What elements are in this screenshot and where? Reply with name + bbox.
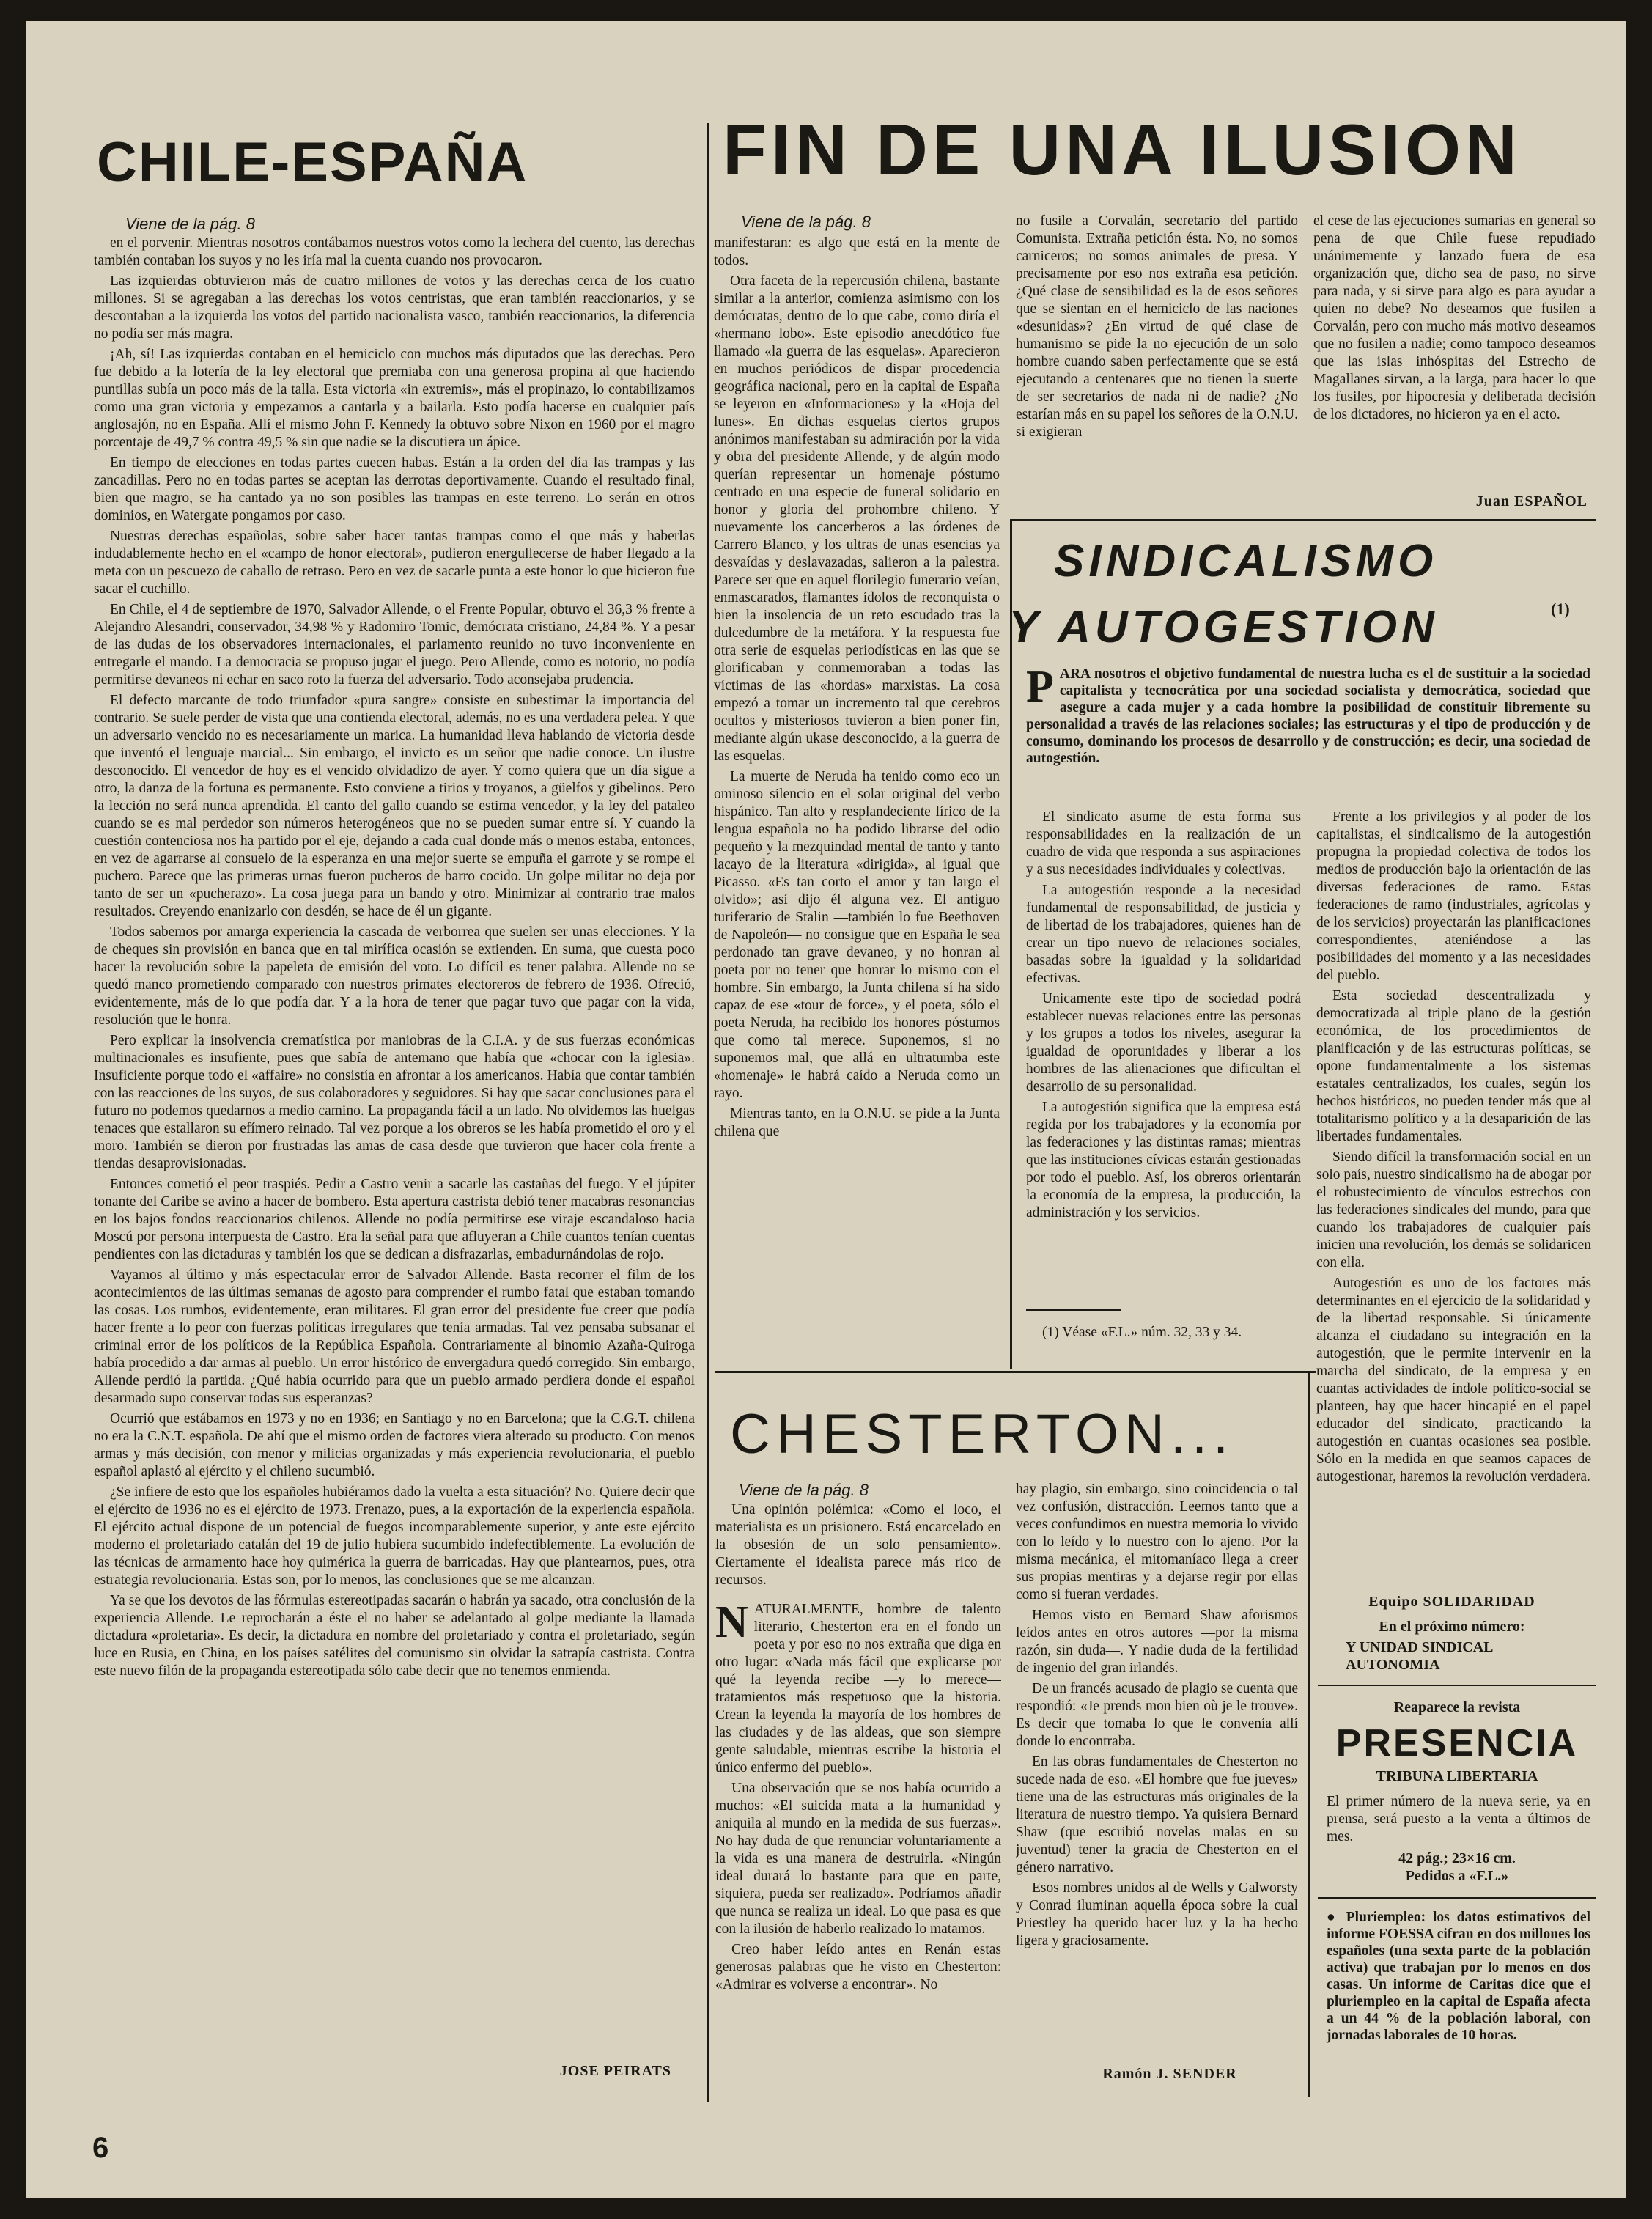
paragraph: Frente a los privilegios y al poder de los capitalistas, el sindicalismo de la autogestión propugna la propiedad colectiva de todos los medios de producción bajo la orientación de las diversas federaciones de ramo. Estas federaciones de ramo (industriales, agrícolas y de los servicios) proyectarán las planificaciones correspondientes, ateniéndose a las posibilidades del momento y a las necesidades del pueblo. [1316, 809, 1591, 983]
sindicalismo-title-line1: SINDICALISMO [1054, 536, 1438, 586]
chesterton-viene: Viene de la pág. 8 [739, 1481, 869, 1499]
box-rule [1318, 1897, 1596, 1899]
paragraph: manifestaran: es algo que está en la mente de todos. [714, 235, 1000, 268]
chile-espana-viene: Viene de la pág. 8 [125, 215, 255, 233]
proximo-line1: Y UNIDAD SINDICAL [1346, 1639, 1494, 1655]
paragraph: La muerte de Neruda ha tenido como eco un ominoso silencio en el solar original del verbo hispánico. Tan alto y resplandeciente lírico de la lengua española no ha podido librarse del odio pequeño y la mezquindad mental de tanto y tanto lacayo de la literatura «dirigida», al igual que Picasso. «Es tan corto el amor y tan largo el olvido»; así dijo él alguna vez. El antiguo turiferario de Stalin —también lo fue Beethoven de Napoleón— no consigue que en España le sea perdonado tan grave devaneo, y no honran al poeta por no tener que honrar lo mismo con el hombre. Sin embargo, la Junta chilena sí ha sido capaz de ese «tour de force», y el poeta, sólo el poeta Neruda, ha recibido los honores póstumos que como tal merece. Suponemos, si no suponemos mal, que allá en ultratumba este «homenaje» le habrá caído a Neruda como un rayo. [714, 769, 1000, 1101]
paragraph: Nuestras derechas españolas, sobre saber hacer tantas trampas como el que más y haberlas indudablemente hecho en el «campo de honor electoral», pudieron energullecerse de haber llegado a la meta con un pescuezo de caballo de retraso. Pero en vez de sacarle punta a este honor lo que hicieron fue sacar el cuchillo. [94, 529, 695, 597]
paragraph: En Chile, el 4 de septiembre de 1970, Salvador Allende, o el Frente Popular, obtuvo el 36,3 % frente a Alejandro Alesandri, conservador, 34,98 % y Radomiro Tomic, demócrata cristiano, 24,84 %. Y a pesar de las dudas de los observadores internacionales, el parlamento reunido no tuvo inconveniente en entregarle el mando. La democracia se propuso jugar el juego. Pero Allende, como es notorio, no podía permitirse devaneos ni echar en saco roto la fuerza del adversario. Todo aconsejaba prudencia. [94, 602, 695, 688]
chesterton-title: CHESTERTON... [730, 1403, 1235, 1465]
newspaper-page [26, 21, 1626, 2198]
lead-text: ATURALMENTE, hombre de talento literario, Chesterton era en el fondo un poeta y por eso no nos extraña que diga en otro lugar: «Nada más fácil que explicarse por qué la leyenda recibe —y lo merece— tratamientos más respetuoso que la historia. Crean la leyenda la mayoría de los hombres de las ciudades y de las aldeas, que son siempre gente saludable, mientras escribe la historia el único enfermo del pueblo». [715, 1602, 1001, 1775]
paragraph: Unicamente este tipo de sociedad podrá establecer nuevas relaciones entre las personas y los grupos a todos los niveles, asegurar la igualdad de oporunidades y liberar a los hombres de las alienaciones que dificultan el desarrollo de su personalidad. [1026, 991, 1301, 1094]
paragraph: Una observación que se nos había ocurrido a muchos: «El suicida mata a la humanidad y aniquila al mundo en la medida de sus fuerzas». No hay duda de que renunciar voluntariamente a la vida es una manera de destruirla. «Ningún ideal durará lo bastante para que en parte, siquiera, pueda ser realizado». Podríamos añadir que nunca se realiza un ideal. Lo que pasa es que con la ilusión de haberlo realizado lo matamos. [715, 1781, 1001, 1937]
sindicalismo-footnote-mark: (1) [1551, 600, 1570, 618]
pluriempleo-note [1327, 1909, 1590, 2044]
presencia-title: PRESENCIA [1335, 1722, 1579, 1764]
paragraph: ¡Ah, sí! Las izquierdas contaban en el hemiciclo con muchos más diputados que las derechas. Pero fue debido a la lotería de la ley electoral que premiaba con una generosa propina al que haciendo puntillas subía un poco más de la talla. Esta victoria «in extremis», más el propinazo, lo contabilizamos como una gran victoria y empezamos a cantarla y a bailarla. Esto podía hacerse en cualquier país anglosajón, no en España. Allí el mismo John F. Kennedy la obtuvo sobre Nixon en 1960 por el magro porcentaje de 49,7 % contra 49,5 % sin que nadie se la discutiera un ápice. [94, 347, 695, 450]
paragraph: el cese de las ejecuciones sumarias en general so pena de que Chile fuese repudiado unánimemente y lanzado fuera de esa organización que, dicho sea de paso, no sirve para nada, y si sirve para algo es para ayudar a quien no debe? No deseamos que fusilen a Corvalán, pero con mucho más motivo deseamos que no fusilen a nadie; como tampoco deseamos que las islas inhóspitas del Estrecho de Magallanes sirvan, a la larga, para hacer lo que los fusiles, por hipocresía y deliberada decisión de los dictadores, no hicieron ya en el acto. [1313, 213, 1596, 422]
paragraph: La autogestión responde a la necesidad fundamental de responsabilidad, de justicia y de libertad de los trabajadores, quienes han de crear un tipo nuevo de relaciones sociales, basadas sobre la igualdad y la solidaridad efectivas. [1026, 883, 1301, 986]
chesterton-col2 [1016, 1481, 1298, 2060]
dropcap: N [715, 1597, 748, 1647]
chesterton-signature: Ramón J. SENDER [1102, 2066, 1237, 2082]
sindicalismo-signature: Equipo SOLIDARIDAD [1368, 1594, 1535, 1610]
column-rule [707, 123, 709, 2102]
fin-ilusion-col3 [1313, 213, 1596, 491]
sindicalismo-lead [1026, 666, 1590, 798]
fin-ilusion-signature: Juan ESPAÑOL [1475, 493, 1588, 509]
paragraph: En las obras fundamentales de Chesterton no sucede nada de eso. «El hombre que fue jueves» tiene una de las estructuras más originales de la literatura de nuestro tiempo. Ya quisiera Bernard Shaw (que escribió novelas malas en su juventud) tener la gracia de Chesterton en el género narrativo. [1016, 1754, 1298, 1875]
paragraph: Ya se que los devotos de las fórmulas estereotipadas sacarán o habrán ya sacado, otra conclusión de la experiencia Allende. Le reprocharán a éste el no haber se adelantado al golpe mediante la llamada dictadura «proletaria». Es decir, la dictadura en nombre del proletariado y contra el proletariado, según luce en Rusia, en China, en los países satélites del comunismo sin olvidar la satrapía castrista. Contra este nuevo filón de la propaganda estereotipada sólo cabe decir que no tenemos enmienda. [94, 1593, 695, 1679]
paragraph: Esta sociedad descentralizada y democratizada al triple plano de la gestión económica, de los procedimientos de planificación y de las estructuras políticas, se opone fundamentalmente a los sistemas estatales centralizados, los cuales, según los hechos históricos, no pueden tender más que al totalitarismo político y a la desaparición de las libertades fundamentales. [1316, 988, 1591, 1144]
fin-ilusion-viene: Viene de la pág. 8 [741, 213, 871, 231]
dropcap: P [1026, 666, 1054, 712]
paragraph: Todos sabemos por amarga experiencia la cascada de verborrea que suelen ser unas elecciones. Y la de cheques sin provisión en banca que en tal mirífica ocasión se extienden. En suma, que cuesta poco hacer la revolución sobre la papeleta de emisión del voto. Lo difícil es tener palabra. Allende no se quedó manco prometiendo comparado con nuestros primates electoreros de febrero de 1936. Ofreció, evidentemente, más de lo que podía dar. Y a la hora de tener que pagar tuvo que pagar con la vida, resolución que le honra. [94, 924, 695, 1028]
paragraph: Creo haber leído antes en Renán estas generosas palabras que he visto en Chesterton: «Admirar es volverse a encontrar». No [715, 1942, 1001, 1992]
sindicalismo-footnote: (1) Véase «F.L.» núm. 32, 33 y 34. [1042, 1325, 1242, 1340]
paragraph: La autogestión significa que la empresa está regida por los trabajadores y la economía por las federaciones y las distintas ramas; mientras que las instituciones cívicas estarán gestionadas por todo el pueblo. Así, los obreros orientarán la economía de la empresa, la producción, la administración y los servicios. [1026, 1100, 1301, 1221]
presencia-pedidos: Pedidos a «F.L.» [1405, 1868, 1509, 1884]
footnote-rule [1026, 1309, 1121, 1311]
paragraph: Vayamos al último y más espectacular error de Salvador Allende. Basta recorrer el film de los acontecimientos de las últimas semanas de agosto para comprender el rumbo fatal que estaban tomando las cosas. Los rumbos, evidentemente, eran militares. El gran error del presidente fue creer que podía hacer frente a lo peor con fuerzas políticas irregulares que tenía armadas. Tal vez pensaba subsanar el criminal error de los políticos de la República Española. Contrariamente al binomio Azaña-Quiroga había procedido a dar armas al pueblo. Un error histórico de envergadura quedó corregido. Sin embargo, Allende perdió la partida. ¿Qué había ocurrido para que un pueblo armado perdiera donde el español desarmado supo conservar todas sus esperanzas? [94, 1267, 695, 1406]
proximo-label: En el próximo número: [1379, 1619, 1525, 1635]
presencia-subtitle: TRIBUNA LIBERTARIA [1376, 1768, 1538, 1784]
section-rule [1010, 519, 1596, 521]
bullet-icon: ● [1327, 1910, 1339, 1925]
fin-ilusion-title: FIN DE UNA ILUSION [723, 109, 1522, 190]
paragraph: El sindicato asume de esta forma sus responsabilidades en la realización de un cuadro de vida que responda a sus aspiraciones y a sus necesidades individuales y colectivas. [1026, 809, 1301, 877]
paragraph: Mientras tanto, en la O.N.U. se pide a la Junta chilena que [714, 1106, 1000, 1139]
fin-ilusion-col2 [1016, 213, 1298, 513]
sindicalismo-col-right [1316, 809, 1591, 1586]
chile-espana-signature: JOSE PEIRATS [559, 2063, 671, 2079]
paragraph [715, 1597, 1001, 1777]
paragraph: en el porvenir. Mientras nosotros contábamos nuestros votos como la lechera del cuento, las derechas también contaban los suyos y no les iría mal la cuenta cuando nos provocaron. [94, 235, 695, 268]
box-rule [1318, 1685, 1596, 1686]
section-rule [715, 1371, 1316, 1373]
paragraph: Esos nombres unidos al de Wells y Galworsty y Conrad iluminan aquella época sobre la cual Priestley ha querido hacer luz y la ha hecho ligera y graciosamente. [1016, 1880, 1298, 1948]
paragraph: De un francés acusado de plagio se cuenta que respondió: «Je prends mon bien où je le trouve». Es decir que tomaba lo que le convenía allí donde lo encontraba. [1016, 1681, 1298, 1749]
chesterton-col1 [715, 1501, 1001, 2088]
presencia-specs: 42 pág.; 23×16 cm. [1398, 1850, 1516, 1866]
paragraph: Entonces cometió el peor traspiés. Pedir a Castro venir a sacarle las castañas del fuego. Y el júpiter tonante del Caribe se avino a hacer de bombero. Esta apertura castrista debió tener macabras resonancias en los bajos fondos reaccionarios chilenos. Allende no podía permitirse ese viraje escandaloso hacia Moscú por persona interpuesta de Castro. Era la señal para que afluyeran a Chile cuantos tenían cuentas pendientes con las dictaduras y también los que se dedican a disfrazarlas, embadurnándolas de rojo. [94, 1177, 695, 1262]
chile-espana-body [94, 235, 695, 1994]
paragraph: Ocurrió que estábamos en 1973 y no en 1936; en Santiago y no en Barcelona; que la C.G.T. chilena no era la C.N.T. española. De ahí que el mismo orden de factores viera alterado su producto. Con menos armas y más decisión, con menor y milicias organizadas y más experiencia revolucionaria, el pueblo español aplastó al ejército y el chileno sucumbió. [94, 1411, 695, 1479]
proximo-line2: AUTONOMIA [1346, 1657, 1440, 1673]
paragraph: En tiempo de elecciones en todas partes cuecen habas. Están a la orden del día las trampas y las zancadillas. Pero no en todas partes se aceptan las derrotas deportivamente. Cuando el resultado final, bien que magro, se ha cantado ya no son posibles las trampas en este terreno. Lo serán en otros dominios, en Watergate pongamos por caso. [94, 455, 695, 523]
paragraph: Pero explicar la insolvencia crematística por maniobras de la C.I.A. y de sus fuerzas económicas multinacionales es insufiente, pues que sabía de antemano que había que «chocar con la iglesia». Insuficiente porque todo el «affaire» no consistía en afrontar a los americanos. Había que contar también con las reacciones de los suyos, de sus colaboradores y seguidores. Si hay que sacar conclusiones para el futuro no podemos quedarnos a medio camino. La propaganda fácil a un lado. No olvidemos las huelgas tenaces que estallaron su efímero reinado. Tal vez porque a los obreros se les había prometido el oro y el moro. También se dieron por frustradas las amas de casa desde que tuvieron que hacer cola frente a tiendas desaprovisionadas. [94, 1033, 695, 1171]
paragraph: ¿Se infiere de esto que los españoles hubiéramos dado la vuelta a esta situación? No. Quiere decir que el ejército de 1936 no es el ejército de 1973. Frenazo, pues, a la exportación de la experiencia española. El ejército actual dispone de un potencial de fuegos incomparablemente superior, y ante este ejército moderno el proletariado catalán del 19 de julio hubiera sucumbido indefectiblemente. La evolución de las técnicas de armamento hace hoy quimérica la guerra de barricadas. Hay que plantearnos, pues, otra estrategia revolucionaria. Estas son, por lo menos, las conclusiones que se me alcanzan. [94, 1484, 695, 1588]
fin-ilusion-col1 [714, 235, 1000, 1356]
paragraph: hay plagio, sin embargo, sino coincidencia o tal vez confusión, distracción. Leemos tanto que a veces confundimos en nuestra memoria lo vivido con lo leído y lo nuestro con lo ajeno. Por la misma mecánica, el mitomaníaco llega a creer sus propias mentiras y a dejarse regir por ellas como si fueran verdades. [1016, 1482, 1298, 1602]
column-rule [1308, 1371, 1310, 2097]
chile-espana-title: CHILE-ESPAÑA [97, 131, 528, 194]
paragraph: Hemos visto en Bernard Shaw aforismos leídos antes en otros autores —por la misma razón, sin duda—. Y nadie duda de la fertilidad de ingenio del gran irlandés. [1016, 1608, 1298, 1676]
sindicalismo-title-line2: Y AUTOGESTION [1008, 602, 1439, 652]
paragraph: Una opinión polémica: «Como el loco, el materialista es un prisionero. Está encarcelado en la obsesión de un solo pensamiento». Ciertamente el idealista parece más rico de recursos. [715, 1502, 1001, 1588]
paragraph: no fusile a Corvalán, secretario del partido Comunista. Extraña petición ésta. No, no somos carniceros; no somos animales de presa. Y precisamente por eso nos extraña esa petición. ¿Qué clase de sensibilidad es la de esos señores que se sientan en el hemiciclo de las naciones «desunidas»? ¿En virtud de qué clase de humanismo se pide la no ejecución de un solo hombre cuando saben perfectamente que se está ejecutando a centenares que no tienen la suerte de ser secretarios de nada ni de nadie? ¿No estarían más en su papel los señores de la O.N.U. si exigieran [1016, 213, 1298, 440]
paragraph: El defecto marcante de todo triunfador «pura sangre» consiste en subestimar la importancia del contrario. Se suele perder de vista que una contienda electoral, además, no es una verdadera pelea. Y que un adversario vencido no es necesariamente un marica. La humanidad lleva hablando de victoria desde que inventó el lenguaje marcial... Sin embargo, el invicto es un señor que nadie conoce. Un ilustre desconocido. El vencedor de hoy es el vencido olvidadizo de ayer. Y como quiera que un día sigue a otro, la danza de la fortuna es permanente. Esto conviene a tirios y troyanos, a güelfos y gibelinos. Pero la lección no será nunca aprendida. El canto del gallo cuando se estima vencedor, y la ley del pataleo cuando se es mal perdedor son números heterogéneos que no se pueden sumar entre sí. Y cuando la cuestión contenciosa nos ha partido por el eje, dejando a cada cual donde más o menos estaba, entonces, en vez de agarrarse al consuelo de la esperanza en una mejor suerte se empuña el garrote y se rompe el puchero. Parece que las primeras urnas fueron pucheros de barro cocido. Un golpe militar no deja por tanto de ser un «pucherazo». La cosa juega para un bando y otro. Minimizar al contrario trae malos resultados. Creyendo enanizarlo con desdén, se hace de él un gigante. [94, 693, 695, 919]
pluriempleo-text: Pluriempleo: los datos estimativos del informe FOESSA cifran en dos millones los españoles (una sexta parte de la población activa) que trabajan por lo menos en dos casas. Un informe de Caritas dice que el pluriempleo en la capital de España afecta a un 44 % de la población laboral, con jornadas laborales de 10 horas. [1327, 1910, 1590, 2043]
paragraph: Autogestión es uno de los factores más determinantes en el ejercicio de la solidaridad y de la libertad responsable. Si únicamente alcanza el ciudadano su integración en la autogestión, que le permite intervenir en la marcha del sindicato, de la empresa y en cuantas actividades de índole político-social se planteen, hay que hacer hincapié en el papel educador del sindicato, practicando la autogestión en cuantas ocasiones sea posible. Sólo en la medida en que seamos capaces de autogestionar, haremos la revolución verdadera. [1316, 1276, 1591, 1484]
paragraph: Otra faceta de la repercusión chilena, bastante similar a la anterior, comienza asimismo con los demócratas, dentro de lo que cabe, como diría el «hermano lobo». Este episodio anecdótico fue llamado «la guerra de las esquelas». Aparecieron en muchos periódicos de dispar procedencia geográfica nacional, pero en la capital de España se leyeron en «Informaciones» y la «Hoja del lunes». En dichas esquelas ciertos grupos anónimos manifestaban su admiración por la vida y obra del presidente Allende, y de algún modo querían representar un homenaje póstumo centrado en una especie de funeral solidario en honor y gloria del prohombre chileno. Y nuevamente los cancerberos a las órdenes de Carrero Blanco, y los ultras de unas esencias ya desvaídas y deslavazadas, salieron a la palestra. Parece ser que en aquel florilegio funerario veían, enmascarados, flamantes ídolos de reconquista o bien la insolencia de un reto escudado tras la dulcedumbre de la metáfora. Y la respuesta fue otra serie de esquelas periodísticas en las que se glorificaban y conmemoraban a todas las víctimas de las «hordas» marxistas. La cosa empezó a tomar un incremento tal que cerebros ocultos y misteriosos tuvieron a bien poner fin, mediante algún ukase desconocido, a la guerra de las esquelas. [714, 273, 1000, 764]
lead-text: ARA nosotros el objetivo fundamental de nuestra lucha es el de sustituir a la sociedad capitalista y tecnocrática por una sociedad socialista y democrática, sociedad que asegure a cada mujer y a cada hombre la posibilidad de constituir libremente su personalidad a través de las relaciones sociales; las estructuras y el tipo de producción y de consumo, dominando los procesos de desarrollo y de construcción; es decir, una sociedad de autogestión. [1026, 666, 1590, 766]
presencia-text: El primer número de la nueva serie, ya en prensa, será puesto a la venta a últimos de mes. [1327, 1794, 1590, 1844]
presencia-reaparece: Reaparece la revista [1393, 1699, 1521, 1715]
paragraph: Las izquierdas obtuvieron más de cuatro millones de votos y las derechas cerca de los cuatro millones. Si se agregaban a las derechas los votos centristas, que eran también reaccionarios, y se descontaban a la izquierda los votos del partido nacionalista vasco, también reaccionarios, la diferencia no podía ser más magra. [94, 273, 695, 342]
page-number: 6 [92, 2132, 109, 2164]
sindicalismo-col-left [1026, 809, 1301, 1289]
paragraph: Siendo difícil la transformación social en un solo país, nuestro sindicalismo ha de abogar por el robustecimiento de vínculos estrechos con las federaciones sindicales del mundo, para que cuando los trabajadores de cualquier país inicien una revolución, los demás se solidaricen con ella. [1316, 1149, 1591, 1270]
